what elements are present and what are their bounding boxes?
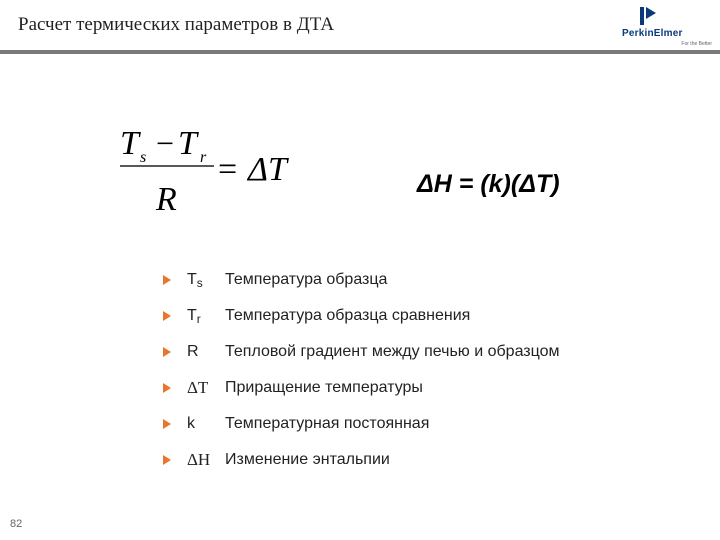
formula-enthalpy-text: ΔH = (k)(ΔT) [417, 170, 560, 198]
formula-tr-sub: r [200, 149, 207, 166]
formula-minus: − [156, 125, 175, 161]
logo-brand: PerkinElmer [622, 28, 683, 39]
definition-item [163, 334, 560, 370]
definition-item [163, 442, 560, 478]
formula-equals: = [218, 151, 238, 188]
title-divider [0, 50, 720, 54]
logo-tagline: For the Better [681, 41, 712, 47]
definition-text: Температурная постоянная [225, 415, 430, 432]
definition-item [163, 406, 560, 442]
definition-symbol: $T_s$ [187, 270, 203, 290]
definition-item [163, 370, 560, 406]
page-number: 82 [10, 518, 23, 530]
perkinelmer-logo [622, 6, 712, 46]
definition-item [163, 262, 560, 298]
bullet-arrow-icon [163, 275, 171, 285]
formula-enthalpy [415, 158, 585, 208]
bullet-arrow-icon [163, 347, 171, 357]
bullet-arrow-icon [163, 383, 171, 393]
formula-temperature-difference [118, 118, 318, 218]
definition-symbol: R [187, 343, 199, 360]
perkinelmer-mark-icon [638, 6, 658, 26]
formula-r: R [156, 181, 177, 218]
bullet-arrow-icon [163, 311, 171, 321]
definition-item [163, 298, 560, 334]
slide-title: Расчет термических параметров в ДТА [18, 14, 335, 35]
formula-ts: T [120, 125, 139, 162]
definition-text: Температура образца сравнения [225, 307, 471, 324]
definitions-list [163, 262, 560, 478]
definition-text: Изменение энтальпии [225, 451, 390, 468]
formula-ts-sub: s [140, 149, 147, 166]
definition-symbol: $T_r$ [187, 306, 201, 326]
bullet-arrow-icon [163, 419, 171, 429]
formula-delta-t: ΔT [248, 151, 287, 188]
definition-symbol: ΔT [187, 378, 209, 397]
definition-symbol: k [187, 415, 195, 432]
bullet-arrow-icon [163, 455, 171, 465]
formula-tr: T [178, 125, 197, 162]
definition-text: Приращение температуры [225, 379, 423, 396]
definition-text: Тепловой градиент между печью и образцом [225, 343, 560, 360]
definition-symbol: ΔH [187, 450, 211, 469]
definition-text: Температура образца [225, 271, 388, 288]
